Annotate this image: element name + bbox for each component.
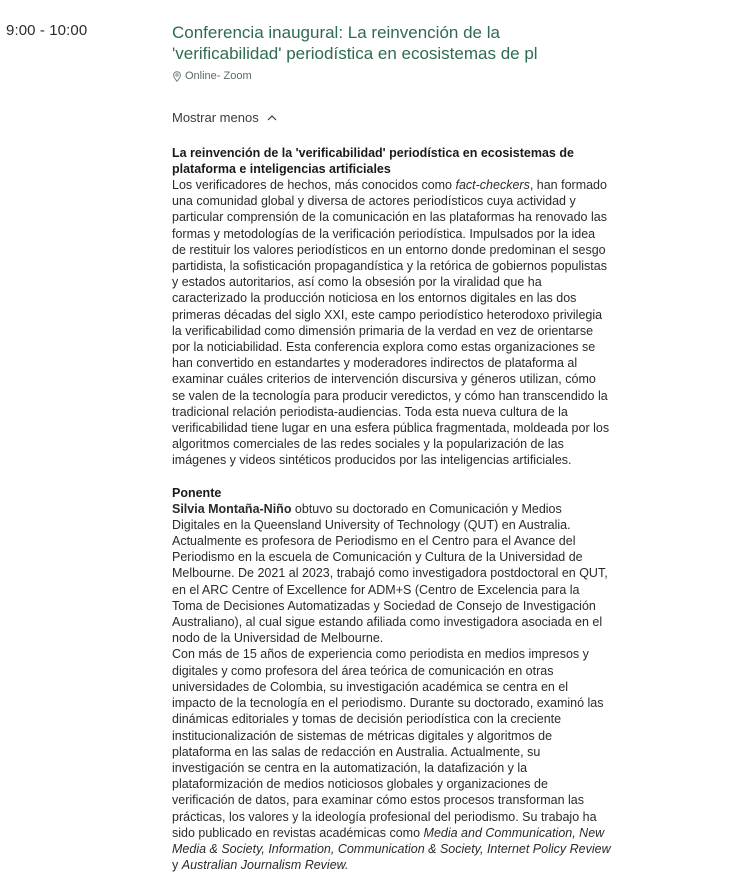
- session-time: 9:00 - 10:00: [6, 22, 88, 39]
- session-location: [172, 70, 612, 82]
- speaker-bio-2-text: Con más de 15 años de experiencia como periodista en medios impresos y digitales y como profesora del área teórica de comunicación en otras universidades de Colombia, su investigación académica se centra en el impacto de la tecnología en el periodismo. Durante su doctorado, examinó las dinámicas editoriales y tomas de decisión periodística con la creciente institucionalización de sistemas de métricas digitales y algoritmos de plataforma en las salas de redacción en Australia. Actualmente, su investigación se centra en la automatización, la datafización y la plataformización de medios noticiosos globales y organizaciones de verificación de datos, para examinar cómo estos procesos transforman las prácticas, los valores y la ideología profesional del periodismo. Su trabajo ha sido publicado en revistas académicas como: [172, 647, 604, 840]
- abstract-text-rest: , han formado una comunidad global y diversa de actores periodísticos cuya actividad y particular comprensión de la comunicación en las plataformas ha renovado las formas y metodologías de la verificación periodística. Impulsados por la idea de restituir los valores periodísticos en un entorno donde predominan el sesgo partidista, la sofisticación propagandística y la retórica de gobiernos populistas y estados autoritarios, así como la obsesión por la viralidad que ha caracterizado la producción noticiosa en los entornos digitales en las dos primeras décadas del siglo XXI, este campo periodístico heterodoxo privilegia la verificabilidad como dimensión primaria de la verdad en vez de orientarse por la noticiabilidad. Esta conferencia explora como estas organizaciones se han convertido en estandartes y moderadores indirectos de plataforma al examinar cuáles criterios de intervención discursiva y géneros utilizan, cómo se valen de la tecnología para producir veredictos, y cómo han transcendido la tradicional relación periodista-audiencias. Toda esta nueva cultura de la verificabilidad tiene lugar en una esfera pública fragmentada, moldeada por los algoritmos comerciales de las redes sociales y la popularización de las imágenes y videos sintéticos producidos por las inteligencias artificiales.: [172, 178, 610, 468]
- chevron-up-icon: [267, 114, 277, 121]
- location-label: Online- Zoom: [185, 70, 252, 82]
- location-pin-icon: [172, 71, 182, 82]
- abstract-text: [172, 177, 612, 469]
- abstract-italic-term: fact-checkers: [455, 178, 530, 192]
- session-detail: [172, 22, 612, 873]
- abstract-heading: La reinvención de la 'verificabilidad' periodística en ecosistemas de plataforma e inteligencias artificiales: [172, 146, 574, 176]
- speaker-bio-2: [172, 646, 612, 873]
- speaker-bio-1: [172, 501, 612, 647]
- abstract-text-start: Los verificadores de hechos, más conocidos como: [172, 178, 456, 192]
- session-title[interactable]: Conferencia inaugural: La reinvención de la 'verificabilidad' periodística en ecosistemas de pl: [172, 23, 538, 63]
- speaker-journals: Media and Communication, New Media & Society, Information, Communication & Society, Internet Policy Review: [172, 825, 611, 856]
- show-less-label: Mostrar menos: [172, 110, 259, 125]
- speaker-heading: Ponente: [172, 485, 222, 500]
- speaker-name: Silvia Montaña-Niño: [172, 501, 292, 516]
- show-less-button[interactable]: [172, 110, 277, 125]
- speaker-journals-join: y: [172, 858, 182, 873]
- speaker-bio-1-text: obtuvo su doctorado en Comunicación y Medios Digitales en la Queensland University of Technology (QUT) en Australia. Actualmente es profesora de Periodismo en el Centro para el Avance del Periodismo en la escuela de Comunicación y Cultura de la Universidad de Melbourne. De 2021 al 2023, trabajó como investigadora postdoctoral en QUT, en el ARC Centre of Excellence for ADM+S (Centro de Excelencia para la Toma de Decisiones Automatizadas y Sociedad de Consejo de Investigación Australiano), al cual sigue estando afiliada como investigadora asociada en el nodo de la Universidad de Melbourne.: [172, 501, 608, 646]
- speaker-journal-last: Australian Journalism Review.: [181, 858, 349, 873]
